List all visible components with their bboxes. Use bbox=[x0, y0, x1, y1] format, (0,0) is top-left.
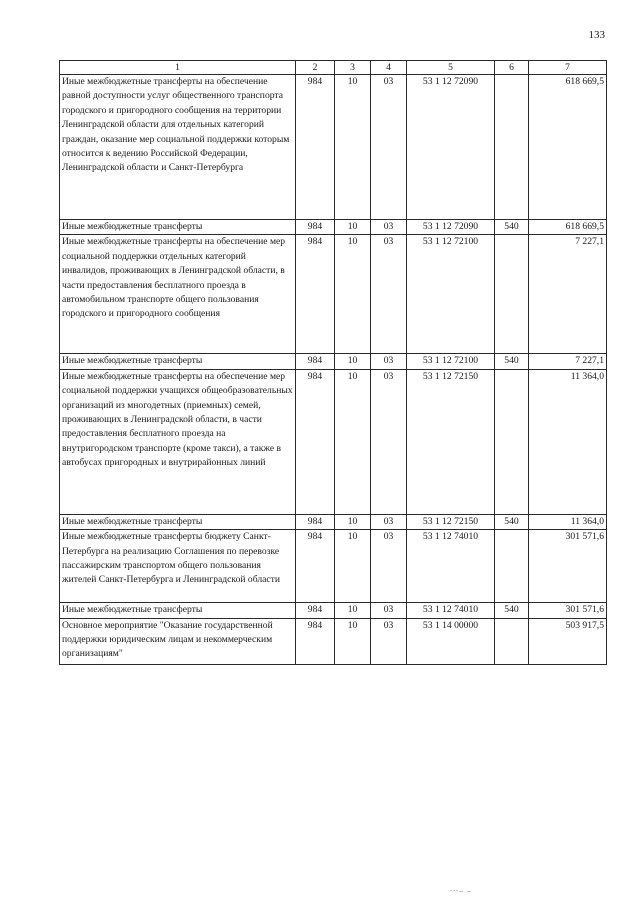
subsection-cell: 03 bbox=[371, 530, 407, 603]
page-number: 133 bbox=[588, 29, 605, 41]
target-article-cell: 53 1 14 00000 bbox=[407, 618, 495, 664]
section-cell: 10 bbox=[335, 369, 371, 514]
budget-table bbox=[59, 60, 607, 665]
table-row bbox=[60, 514, 607, 529]
column-header-2: 2 bbox=[296, 61, 335, 75]
amount-cell: 618 669,5 bbox=[529, 220, 607, 235]
footer-mark: ..._ _ bbox=[450, 884, 472, 893]
table-row bbox=[60, 235, 607, 354]
target-article-cell: 53 1 12 72090 bbox=[407, 220, 495, 235]
row-name-cell: Иные межбюджетные трансферты bbox=[60, 354, 296, 369]
section-cell: 10 bbox=[335, 514, 371, 529]
amount-cell: 11 364,0 bbox=[529, 514, 607, 529]
section-cell: 10 bbox=[335, 235, 371, 354]
amount-cell: 503 917,5 bbox=[529, 618, 607, 664]
amount-cell: 7 227,1 bbox=[529, 235, 607, 354]
target-article-cell: 53 1 12 74010 bbox=[407, 530, 495, 603]
section-cell: 10 bbox=[335, 618, 371, 664]
column-header-6: 6 bbox=[495, 61, 529, 75]
column-header-4: 4 bbox=[371, 61, 407, 75]
subsection-cell: 03 bbox=[371, 235, 407, 354]
expense-type-cell: 540 bbox=[495, 514, 529, 529]
target-article-cell: 53 1 12 72100 bbox=[407, 354, 495, 369]
amount-cell: 618 669,5 bbox=[529, 75, 607, 220]
table-row bbox=[60, 369, 607, 514]
expense-type-cell bbox=[495, 75, 529, 220]
amount-cell: 301 571,6 bbox=[529, 603, 607, 618]
ministry-code-cell: 984 bbox=[296, 220, 335, 235]
subsection-cell: 03 bbox=[371, 618, 407, 664]
row-name-cell: Иные межбюджетные трансферты bbox=[60, 220, 296, 235]
expense-type-cell: 540 bbox=[495, 354, 529, 369]
table-row bbox=[60, 603, 607, 618]
table-row bbox=[60, 354, 607, 369]
column-header-3: 3 bbox=[335, 61, 371, 75]
ministry-code-cell: 984 bbox=[296, 603, 335, 618]
row-name-cell: Иные межбюджетные трансферты на обеспечение равной доступности услуг общественного транспорта городского и пригородного сообщения на территории Ленинградской области для отдельных категорий граждан, оказание мер социальной поддержки которым относится к ведению Российской Федерации, Ленинградской области и Санкт-Петербурга bbox=[60, 75, 296, 220]
subsection-cell: 03 bbox=[371, 354, 407, 369]
expense-type-cell: 540 bbox=[495, 220, 529, 235]
ministry-code-cell: 984 bbox=[296, 618, 335, 664]
target-article-cell: 53 1 12 72150 bbox=[407, 369, 495, 514]
subsection-cell: 03 bbox=[371, 220, 407, 235]
row-name-cell: Иные межбюджетные трансферты bbox=[60, 603, 296, 618]
target-article-cell: 53 1 12 72150 bbox=[407, 514, 495, 529]
ministry-code-cell: 984 bbox=[296, 369, 335, 514]
row-name-cell: Иные межбюджетные трансферты бюджету Санкт-Петербурга на реализацию Соглашения по перевозке пассажирским транспортом общего пользования жителей Санкт-Петербурга и Ленинградской области bbox=[60, 530, 296, 603]
row-name-cell: Иные межбюджетные трансферты на обеспечение мер социальной поддержки отдельных категорий инвалидов, проживающих в Ленинградской области, в части предоставления бесплатного проезда в автомобильном транспорте общего пользования городского и пригородного сообщения bbox=[60, 235, 296, 354]
column-header-5: 5 bbox=[407, 61, 495, 75]
ministry-code-cell: 984 bbox=[296, 514, 335, 529]
section-cell: 10 bbox=[335, 220, 371, 235]
subsection-cell: 03 bbox=[371, 369, 407, 514]
ministry-code-cell: 984 bbox=[296, 75, 335, 220]
subsection-cell: 03 bbox=[371, 514, 407, 529]
table-row bbox=[60, 618, 607, 664]
subsection-cell: 03 bbox=[371, 75, 407, 220]
ministry-code-cell: 984 bbox=[296, 530, 335, 603]
section-cell: 10 bbox=[335, 530, 371, 603]
subsection-cell: 03 bbox=[371, 603, 407, 618]
expense-type-cell bbox=[495, 530, 529, 603]
target-article-cell: 53 1 12 72090 bbox=[407, 75, 495, 220]
row-name-cell: Иные межбюджетные трансферты на обеспечение мер социальной поддержки учащихся общеобразовательных организаций из многодетных (приемных) семей, проживающих в Ленинградской области, в части предоставления бесплатного проезда на внутригородском транспорте (кроме такси), а также в автобусах пригородных и внутрирайонных линий bbox=[60, 369, 296, 514]
table-header-row bbox=[60, 61, 607, 75]
section-cell: 10 bbox=[335, 603, 371, 618]
amount-cell: 7 227,1 bbox=[529, 354, 607, 369]
amount-cell: 301 571,6 bbox=[529, 530, 607, 603]
expense-type-cell bbox=[495, 369, 529, 514]
section-cell: 10 bbox=[335, 75, 371, 220]
table-row bbox=[60, 75, 607, 220]
expense-type-cell: 540 bbox=[495, 603, 529, 618]
expense-type-cell bbox=[495, 235, 529, 354]
ministry-code-cell: 984 bbox=[296, 235, 335, 354]
column-header-7: 7 bbox=[529, 61, 607, 75]
target-article-cell: 53 1 12 72100 bbox=[407, 235, 495, 354]
section-cell: 10 bbox=[335, 354, 371, 369]
column-header-1: 1 bbox=[60, 61, 296, 75]
table-row bbox=[60, 530, 607, 603]
table-row bbox=[60, 220, 607, 235]
ministry-code-cell: 984 bbox=[296, 354, 335, 369]
amount-cell: 11 364,0 bbox=[529, 369, 607, 514]
target-article-cell: 53 1 12 74010 bbox=[407, 603, 495, 618]
row-name-cell: Основное мероприятие "Оказание государственной поддержки юридическим лицам и некоммерческим организациям" bbox=[60, 618, 296, 664]
row-name-cell: Иные межбюджетные трансферты bbox=[60, 514, 296, 529]
expense-type-cell bbox=[495, 618, 529, 664]
